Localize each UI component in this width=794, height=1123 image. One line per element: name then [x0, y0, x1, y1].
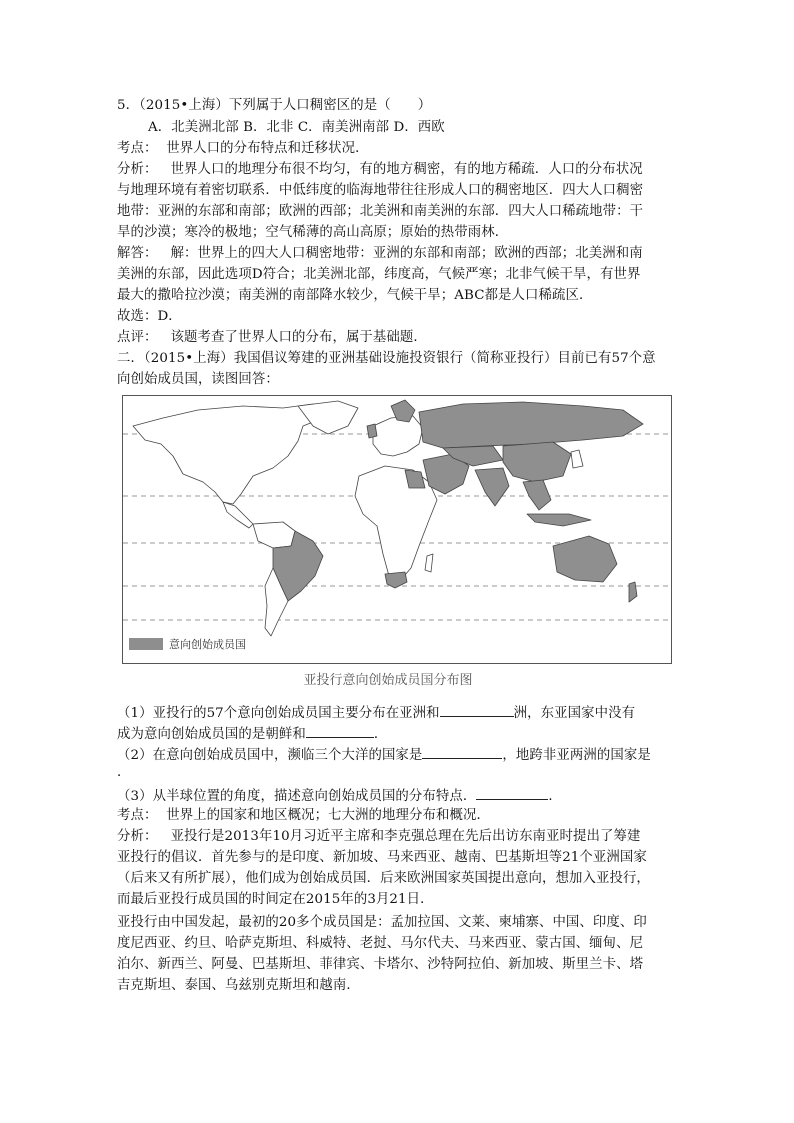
sub1-d: ． [373, 727, 388, 742]
uk [367, 424, 377, 438]
q2-kaodian [117, 807, 490, 825]
indonesia [527, 514, 591, 526]
text: 亚投行是2013年10月习近平主席和李克强总理在先后出访东南亚时提出了筹建 [170, 829, 641, 844]
africa [355, 466, 437, 582]
label: 考点： [117, 141, 158, 156]
sub1-c: 成为意向创始成员国的是朝鲜和 [117, 727, 306, 742]
q2-fenxi-3: （后来又有所扩展），他们成为创始成员国．后来欧洲国家英国提出意向，想加入亚投行， [117, 871, 650, 886]
label: 解答： [117, 246, 158, 261]
q2-fenxi-2: 亚投行的倡议．首先参与的是印度、新加坡、马来西亚、越南、巴基斯坦等21个亚洲国家 [117, 850, 647, 865]
sub2-b: ，地跨非亚两洲的国家是 [502, 748, 651, 763]
q5-jieda-3: 最大的撒哈拉沙漠；南美洲的南部降水较少，气候干旱；ABC都是人口稀疏区． [117, 288, 593, 303]
label: 点评： [117, 330, 158, 345]
southeast-asia [523, 480, 551, 510]
label: 分析： [117, 829, 158, 844]
south-africa [385, 572, 407, 588]
q5-dianping [117, 329, 427, 347]
label: 考点： [117, 808, 158, 823]
text: 世界人口的地理分布很不均匀，有的地方稠密，有的地方稀疏．人口的分布状况 [170, 162, 643, 177]
australia [553, 536, 617, 582]
sub3-b: ． [548, 789, 562, 804]
map-svg [123, 396, 671, 663]
q5-fenxi-4: 旱的沙漠；寒冷的极地；空气稀薄的高山高原；原始的热带雨林． [117, 225, 509, 240]
q5-guxuan: 故选：D． [117, 309, 182, 324]
legend-swatch [129, 638, 163, 650]
answer-blank-2[interactable] [306, 724, 374, 738]
korea-japan [571, 450, 583, 468]
q5-fenxi [117, 161, 643, 179]
text: 该题考查了世界人口的分布，属于基础题． [170, 330, 427, 345]
q5-kaodian [117, 140, 369, 158]
sub3-a: （3）从半球位置的角度，描述意向创始成员国的分布特点． [117, 789, 477, 804]
india [475, 468, 509, 506]
answer-blank-1[interactable] [440, 703, 514, 717]
q5-options: A．北美洲北部 B．北非 C．南美洲南部 D．西欧 [148, 120, 445, 135]
sub2-line1 [117, 745, 651, 765]
q2-para-3: 泊尔、新西兰、阿曼、巴基斯坦、菲律宾、卡塔尔、沙特阿拉伯、新加坡、斯里兰卡、塔 [117, 957, 644, 972]
map-caption: 亚投行意向创始成员国分布图 [303, 673, 473, 688]
russia [419, 402, 643, 448]
legend-label: 意向创始成员国 [169, 638, 246, 651]
q5-fenxi-2: 与地理环境有着密切联系．中低纬度的临海地带往往形成人口的稠密地区．四大人口稠密 [117, 183, 644, 198]
text: 世界上的国家和地区概况；七大洲的地理分布和概况． [166, 808, 490, 823]
q2-para-4: 吉克斯坦、泰国、乌兹别克斯坦和越南． [117, 978, 360, 993]
sub1-a: （1）亚投行的57个意向创始成员国主要分布在亚洲和 [117, 706, 440, 721]
q5-fenxi-3: 地带：亚洲的东部和南部；欧洲的西部；北美洲和南美洲的东部．四大人口稀疏地带：干 [117, 204, 644, 219]
north-america [133, 404, 328, 504]
answer-blank-4[interactable] [476, 786, 548, 800]
sub3-line [117, 786, 562, 806]
q2-stem-2: 向创始成员国，读图回答： [117, 372, 279, 387]
q2-fenxi [117, 828, 641, 846]
sub2-end: ． [117, 765, 131, 780]
label: 分析： [117, 162, 158, 177]
sub2-a: （2）在意向创始成员国中，濒临三个大洋的国家是 [117, 748, 423, 763]
madagascar [425, 554, 433, 572]
q5-jieda-2: 美洲的东部，因此选项D符合；北美洲北部，纬度高，气候严寒；北非气候干旱，有世界 [117, 267, 641, 282]
text: 世界人口的分布特点和迁移状况． [166, 141, 369, 156]
greenland [298, 401, 358, 434]
q2-para-2: 度尼西亚、约旦、哈萨克斯坦、科威特、老挝、马尔代夫、马来西亚、蒙古国、缅甸、尼 [117, 936, 644, 951]
q5-jieda [117, 245, 643, 263]
world-map [122, 395, 672, 664]
europe [373, 416, 423, 456]
q2-para-1: 亚投行由中国发起，最初的20多个成员国是：孟加拉国、文莱、柬埔寨、中国、印度、印 [117, 915, 647, 930]
sub1-b: 洲，东亚国家中没有 [513, 706, 636, 721]
q2-fenxi-4: 而最后亚投行成员国的时间定在2015年的3月21日． [117, 892, 434, 907]
sub1-line2 [117, 724, 387, 744]
central-america [223, 502, 253, 528]
text: 解：世界上的四大人口稠密地带：亚洲的东部和南部；欧洲的西部；北美洲和南 [170, 246, 643, 261]
new-zealand [629, 582, 637, 602]
answer-blank-3[interactable] [422, 745, 502, 759]
q5-stem: 5．（2015•上海）下列属于人口稠密区的是（ ） [117, 98, 432, 113]
south-america-north [253, 522, 295, 548]
china [503, 442, 571, 482]
sub1-line1 [117, 703, 635, 723]
q2-stem-1: 二．（2015•上海）我国倡议筹建的亚洲基础设施投资银行（简称亚投行）目前已有57个意 [117, 351, 656, 366]
egypt [405, 470, 425, 488]
